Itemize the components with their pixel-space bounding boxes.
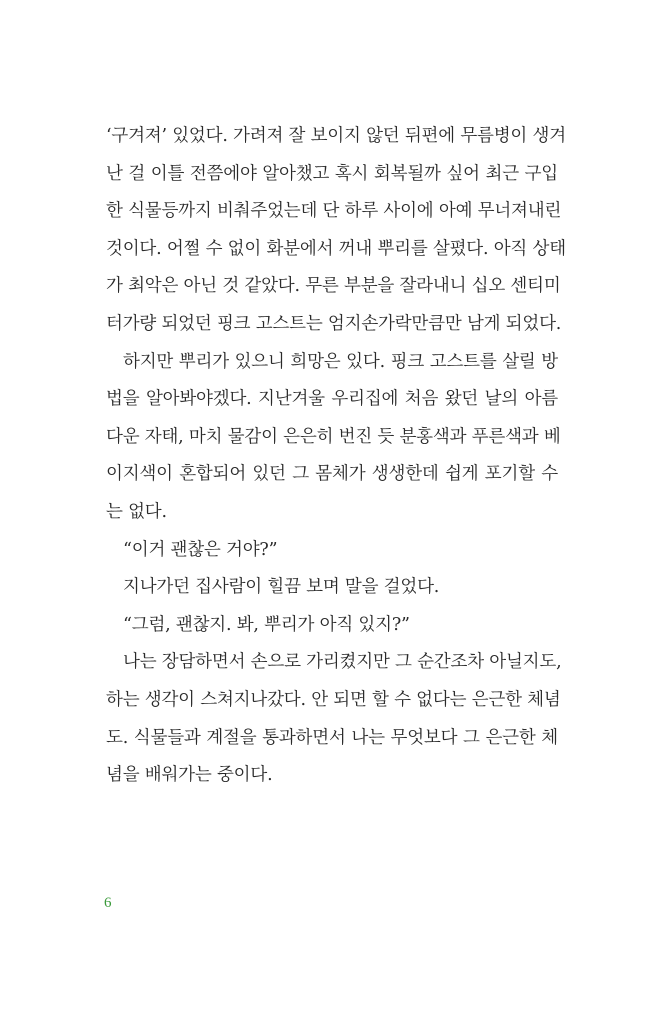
- text-line: 다운 자태, 마치 물감이 은은히 번진 듯 분홍색과 푸른색과 베: [106, 426, 561, 447]
- dialogue-line: “이거 괜찮은 거야?”: [123, 539, 278, 560]
- text-line: 법을 알아봐야겠다. 지난겨울 우리집에 처음 왔던 날의 아름: [106, 389, 558, 410]
- text-line: ‘구겨져’ 있었다. 가려져 잘 보이지 않던 뒤편에 무름병이 생겨: [106, 126, 566, 146]
- text-line: 가 최악은 아닌 것 같았다. 무른 부분을 잘라내니 십오 센티미: [106, 276, 561, 297]
- text-line: 터가량 되었던 핑크 고스트는 엄지손가락만큼만 남게 되었다.: [106, 313, 562, 334]
- text-line: 지나가던 집사람이 힐끔 보며 말을 걸었다.: [123, 577, 440, 598]
- body-text: [106, 118, 566, 795]
- text-line: 는 없다.: [106, 501, 167, 522]
- text-line: 한 식물등까지 비춰주었는데 단 하루 사이에 아예 무너져내린: [106, 201, 562, 222]
- dialogue-line: “그럼, 괜찮지. 봐, 뿌리가 아직 있지?”: [123, 614, 410, 635]
- text-line: 이지색이 혼합되어 있던 그 몸체가 생생한데 쉽게 포기할 수: [106, 464, 558, 485]
- text-line: 나는 장담하면서 손으로 가리켰지만 그 순간조차 아닐지도,: [123, 652, 562, 673]
- text-line: 하는 생각이 스쳐지나갔다. 안 되면 할 수 없다는 은근한 체념: [106, 689, 561, 710]
- text-line: 것이다. 어쩔 수 없이 화분에서 꺼내 뿌리를 살폈다. 아직 상태: [106, 238, 566, 259]
- text-line: 념을 배워가는 중이다.: [106, 765, 273, 786]
- page-number: 6: [104, 895, 112, 911]
- text-line: 도. 식물들과 계절을 통과하면서 나는 무엇보다 그 은근한 체: [106, 727, 558, 748]
- text-line: 난 걸 이틀 전쯤에야 알아챘고 혹시 회복될까 싶어 최근 구입: [106, 163, 558, 184]
- text-line: 하지만 뿌리가 있으니 희망은 있다. 핑크 고스트를 살릴 방: [123, 351, 558, 372]
